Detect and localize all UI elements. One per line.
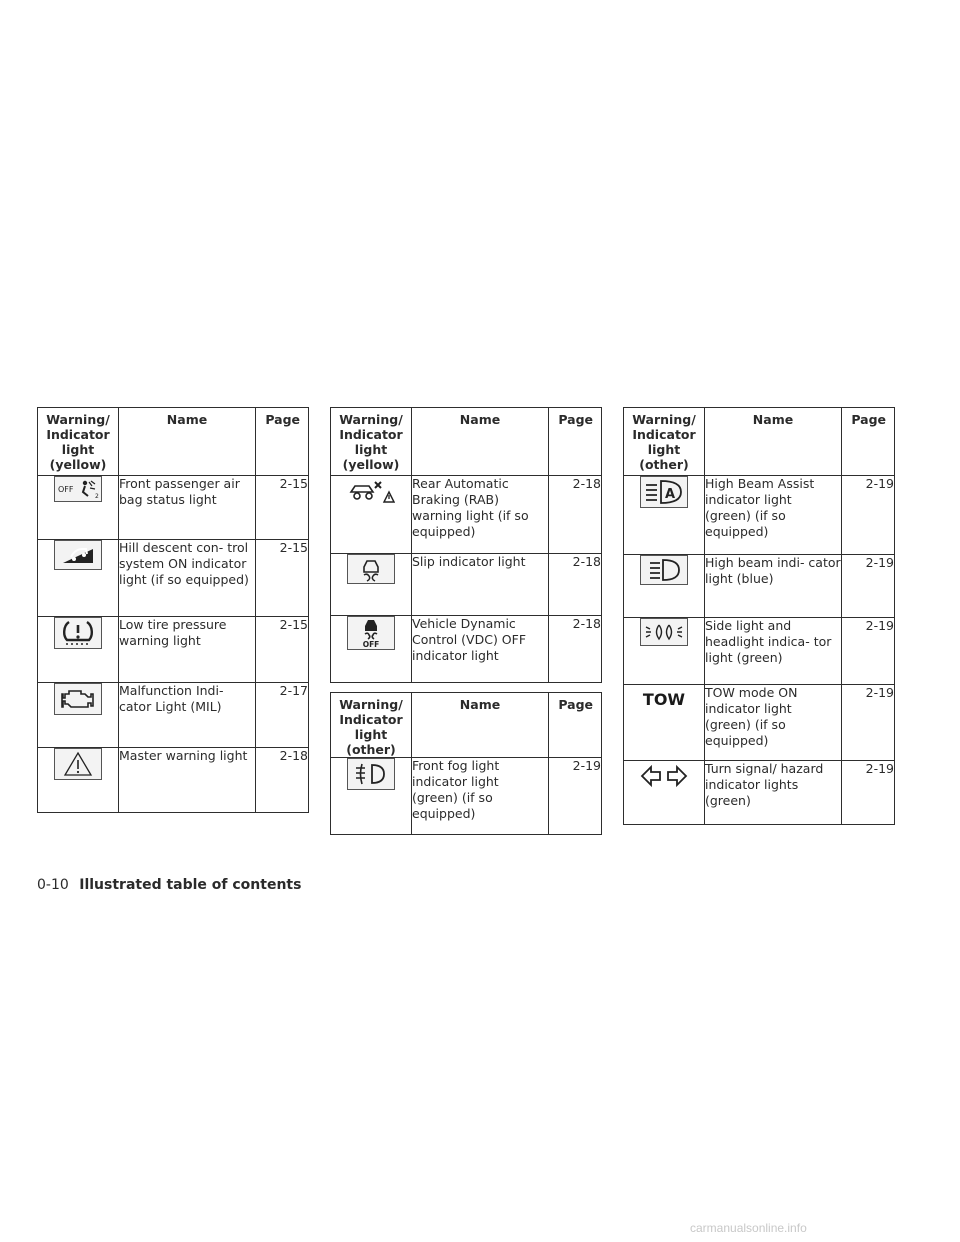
page-ref: 2-15 [256, 476, 309, 540]
page-ref: 2-19 [549, 758, 602, 835]
table-row [624, 685, 895, 761]
page-ref: 2-18 [549, 476, 602, 554]
high-beam-icon [640, 555, 688, 585]
table-header-row [331, 408, 602, 476]
table-row [331, 554, 602, 616]
light-name: Side light and headlight indica- tor light (green) [705, 618, 842, 685]
tire-pressure-icon [54, 617, 102, 649]
table-row [624, 761, 895, 825]
page-ref: 2-15 [256, 617, 309, 683]
table-row [624, 555, 895, 618]
page-ref: 2-19 [842, 685, 895, 761]
table-row [38, 748, 309, 813]
light-name: Turn signal/ hazard indicator lights (green) [705, 761, 842, 825]
warning-lights-table-yellow-2 [330, 407, 602, 683]
watermark: carmanualsonline.info [690, 1221, 807, 1235]
svg-text:A: A [664, 487, 676, 502]
vdc-off-icon [347, 616, 395, 650]
light-name: High Beam Assist indicator light (green) (if so equipped) [705, 476, 842, 555]
front-fog-icon [347, 758, 395, 790]
table-row [38, 540, 309, 617]
page-ref: 2-18 [256, 748, 309, 813]
light-name: Front passenger air bag status light [119, 476, 256, 540]
header-name: Name [119, 408, 256, 476]
table-row [38, 683, 309, 748]
table-header-row [38, 408, 309, 476]
light-name: Master warning light [119, 748, 256, 813]
header-name: Name [705, 408, 842, 476]
light-name: Slip indicator light [412, 554, 549, 616]
side-light-icon [640, 618, 688, 646]
header-light: Warning/ Indicator light (other) [331, 693, 412, 758]
tow-text: TOW [642, 690, 686, 709]
table-row [624, 476, 895, 555]
table-row [331, 476, 602, 554]
page-ref: 2-18 [549, 554, 602, 616]
high-beam-assist-icon [640, 476, 688, 508]
indicator-lights-table-other-2 [623, 407, 895, 825]
page-ref: 2-19 [842, 761, 895, 825]
header-name: Name [412, 408, 549, 476]
light-name: Low tire pressure warning light [119, 617, 256, 683]
section-title: Illustrated table of contents [79, 877, 302, 893]
airbag-off-text: OFF [58, 485, 74, 494]
header-page: Page [549, 408, 602, 476]
page-ref: 2-18 [549, 616, 602, 683]
table-row [624, 618, 895, 685]
airbag-off-icon [54, 476, 102, 502]
warning-lights-table-yellow-1 [37, 407, 309, 813]
table-row [331, 616, 602, 683]
indicator-lights-table-other-1 [330, 692, 602, 835]
table-row [38, 617, 309, 683]
turn-signal-icon [639, 761, 689, 791]
page-ref: 2-19 [842, 555, 895, 618]
header-light: Warning/ Indicator light (other) [624, 408, 705, 476]
header-name: Name [412, 693, 549, 758]
light-name: TOW mode ON indicator light (green) (if so equipped) [705, 685, 842, 761]
light-name: High beam indi- cator light (blue) [705, 555, 842, 618]
page-ref: 2-19 [842, 476, 895, 555]
page-number: 0-10 [37, 877, 69, 893]
light-name: Hill descent con- trol system ON indicator light (if so equipped) [119, 540, 256, 617]
light-name: Front fog light indicator light (green) (if so equipped) [412, 758, 549, 835]
rear-braking-icon [347, 476, 395, 506]
light-name: Rear Automatic Braking (RAB) warning light (if so equipped) [412, 476, 549, 554]
light-name: Malfunction Indi- cator Light (MIL) [119, 683, 256, 748]
hill-descent-icon [54, 540, 102, 570]
table-header-row [331, 693, 602, 758]
engine-icon [54, 683, 102, 715]
light-name: Vehicle Dynamic Control (VDC) OFF indicator light [412, 616, 549, 683]
tow-mode-icon [641, 685, 687, 713]
svg-text:2: 2 [95, 493, 99, 500]
header-light: Warning/ Indicator light (yellow) [331, 408, 412, 476]
table-row [331, 758, 602, 835]
master-warning-icon [54, 748, 102, 780]
header-light: Warning/ Indicator light (yellow) [38, 408, 119, 476]
page-ref: 2-19 [842, 618, 895, 685]
table-row [38, 476, 309, 540]
page-footer [37, 876, 301, 894]
header-page: Page [842, 408, 895, 476]
page-ref: 2-17 [256, 683, 309, 748]
page-ref: 2-15 [256, 540, 309, 617]
header-page: Page [549, 693, 602, 758]
header-page: Page [256, 408, 309, 476]
vdc-off-text: OFF [362, 640, 380, 649]
table-header-row [624, 408, 895, 476]
slip-icon [347, 554, 395, 584]
